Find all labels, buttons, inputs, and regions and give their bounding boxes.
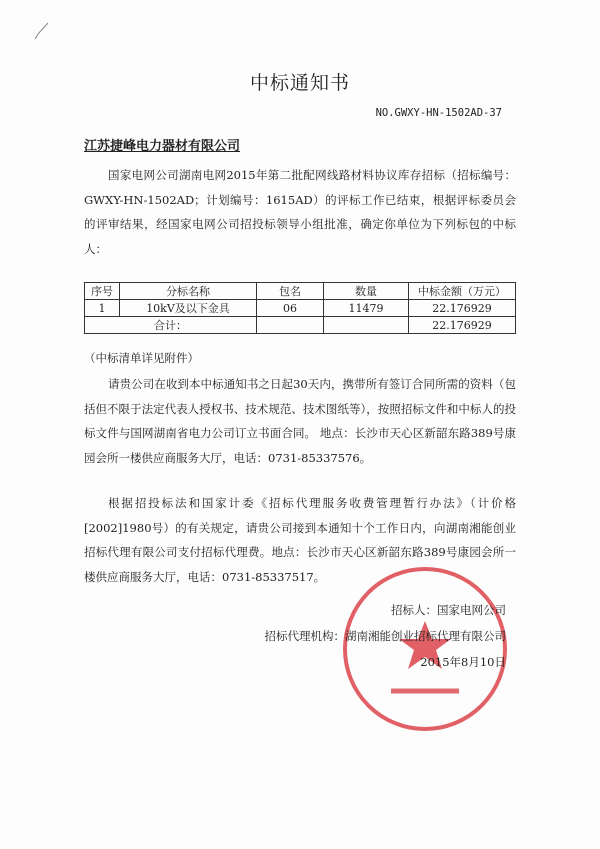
document-title: 中标通知书 [249,72,350,94]
document-number: NO.GWXY-HN-1502AD-37 [375,107,502,119]
header-lot-name: 分标名称 [120,283,257,300]
header-package: 包名 [257,283,324,300]
fee-paragraph: 根据招投标法和国家计委《招标代理服务收费管理暂行办法》（计价格[2002]1980号）的有关规定，请贵公司接到本通知十个工作日内，向湖南湘能创业招标代理有限公司支付招标代理费。地点：长沙市天心区新韶东路389号康园会所一楼供应商服务大厅，电话：0731-85337517。 [84,496,516,584]
total-empty-2 [324,317,409,334]
cell-lot-name: 10kV及以下金具 [120,300,257,317]
cell-amount: 22.176929 [409,300,516,317]
contract-paragraph: 请贵公司在收到本中标通知书之日起30天内，携带所有签订合同所需的资料（包括但不限于法定代表人授权书、技术规范、技术图纸等），按照招标文件和中标人的投标文件与国网湖南省电力公司订立书面合同。 地点：长沙市天心区新韶东路389号康园会所一楼供应商服务大厅，电话：0731-85337576。 [84,377,516,465]
table-total-row [85,317,516,334]
total-empty-1 [257,317,324,334]
table-row [85,300,516,317]
header-amount: 中标金额（万元） [409,283,516,300]
cell-package: 06 [257,300,324,317]
agent-signature: 招标代理机构：湖南湘能创业招标代理有限公司 [264,629,506,643]
recipient-company: 江苏捷峰电力器材有限公司 [84,139,241,154]
official-seal-icon [339,563,511,735]
table-header-row [85,283,516,300]
header-index: 序号 [85,283,120,300]
tenderer-signature: 招标人：国家电网公司 [391,603,506,617]
total-amount: 22.176929 [409,317,516,334]
cell-index: 1 [85,300,120,317]
pen-mark-icon [30,20,52,42]
attachment-note: （中标清单详见附件） [84,351,199,365]
intro-paragraph: 国家电网公司湖南电网2015年第二批配网线路材料协议库存招标（招标编号：GWXY-HN-1502AD；计划编号：1615AD）的评标工作已结束，根据评标委员会的评审结果，经国家电网公司招投标领导小组批准，确定你单位为下列标包的中标人： [84,168,516,256]
cell-quantity: 11479 [324,300,409,317]
issue-date: 2015年8月10日 [420,655,506,669]
header-quantity: 数量 [324,283,409,300]
total-label: 合计： [85,317,257,334]
award-table [84,282,516,334]
